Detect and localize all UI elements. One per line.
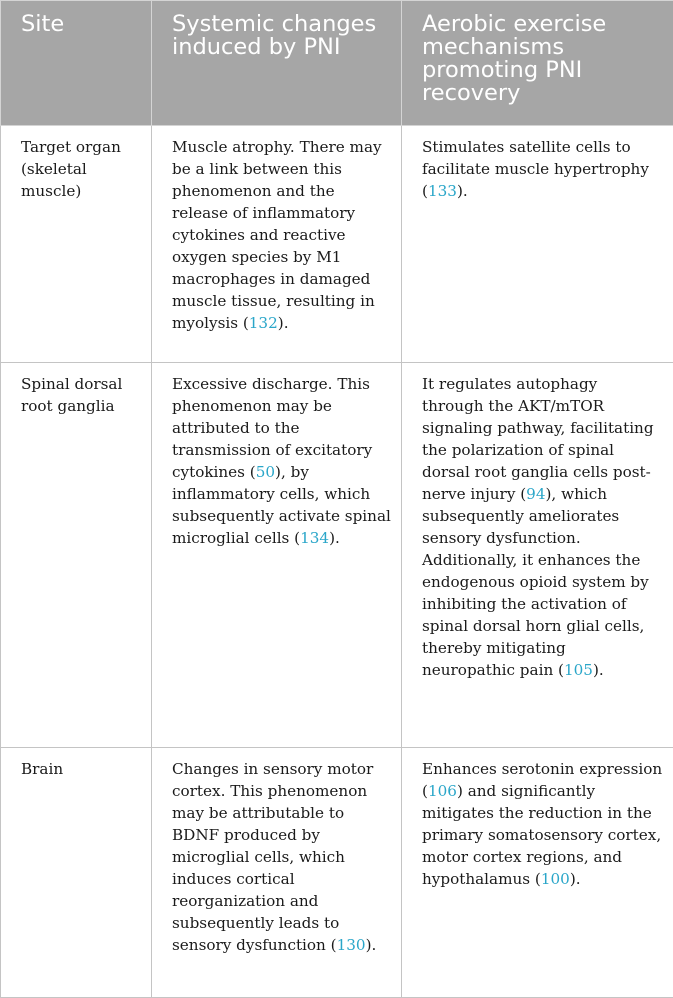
citation-link[interactable]: 100 — [541, 870, 570, 888]
header-aerobic-mechanisms: Aerobic exercise mechanisms promoting PNI recovery — [402, 1, 673, 126]
table-row — [1, 748, 673, 998]
cell-text: Enhances serotonin expression ( — [422, 760, 662, 800]
cell-site: Brain — [1, 748, 152, 998]
citation-link[interactable]: 133 — [428, 182, 457, 200]
table-row — [1, 126, 673, 363]
header-site: Site — [1, 1, 152, 126]
cell-aerobic-mechanisms — [402, 126, 673, 363]
citation-link[interactable]: 105 — [564, 661, 593, 679]
cell-text: Stimulates satellite cells to facilitate muscle hypertrophy ( — [422, 138, 649, 200]
table-header-row — [1, 1, 673, 126]
cell-site: Target organ (skeletal muscle) — [1, 126, 152, 363]
citation-link[interactable]: 132 — [249, 314, 278, 332]
table-row — [1, 363, 673, 748]
header-systemic-changes: Systemic changes induced by PNI — [152, 1, 402, 126]
cell-text: Changes in sensory motor cortex. This phenomenon may be attributable to BDNF produced by microglial cells, which induces cortical reorganization and subsequently leads to sensory dysfunction ( — [172, 760, 373, 954]
cell-systemic-changes — [152, 126, 402, 363]
cell-text: Muscle atrophy. There may be a link between this phenomenon and the release of inflammatory cytokines and reactive oxygen species by M1 macrophages in damaged muscle tissue, resulting in myolysis ( — [172, 138, 382, 332]
cell-aerobic-mechanisms — [402, 748, 673, 998]
cell-text: Excessive discharge. This phenomenon may be attributed to the transmission of excitatory cytokines ( — [172, 375, 372, 481]
cell-text: ) and significantly mitigates the reduction in the primary somatosensory cortex, motor cortex regions, and hypothalamus ( — [422, 782, 661, 888]
cell-aerobic-mechanisms — [402, 363, 673, 748]
cell-text: ). — [593, 661, 604, 679]
cell-site: Spinal dorsal root ganglia — [1, 363, 152, 748]
citation-link[interactable]: 94 — [526, 485, 545, 503]
cell-text: ), which subsequently ameliorates sensory dysfunction. Additionally, it enhances the endogenous opioid system by inhibiting the activation of spinal dorsal horn glial cells, thereby mitigating neuropathic pain ( — [422, 485, 649, 679]
citation-link[interactable]: 106 — [428, 782, 457, 800]
cell-text: ), by inflammatory cells, which subsequently activate spinal microglial cells ( — [172, 463, 391, 547]
cell-text: ). — [329, 529, 340, 547]
cell-text: ). — [570, 870, 581, 888]
citation-link[interactable]: 134 — [300, 529, 329, 547]
cell-text: ). — [278, 314, 289, 332]
cell-text: ). — [366, 936, 377, 954]
cell-systemic-changes — [152, 363, 402, 748]
cell-text: ). — [457, 182, 468, 200]
citation-link[interactable]: 50 — [256, 463, 275, 481]
cell-text: It regulates autophagy through the AKT/mTOR signaling pathway, facilitating the polarization of spinal dorsal root ganglia cells post-nerve injury ( — [422, 375, 654, 503]
cell-systemic-changes — [152, 748, 402, 998]
citation-link[interactable]: 130 — [337, 936, 366, 954]
